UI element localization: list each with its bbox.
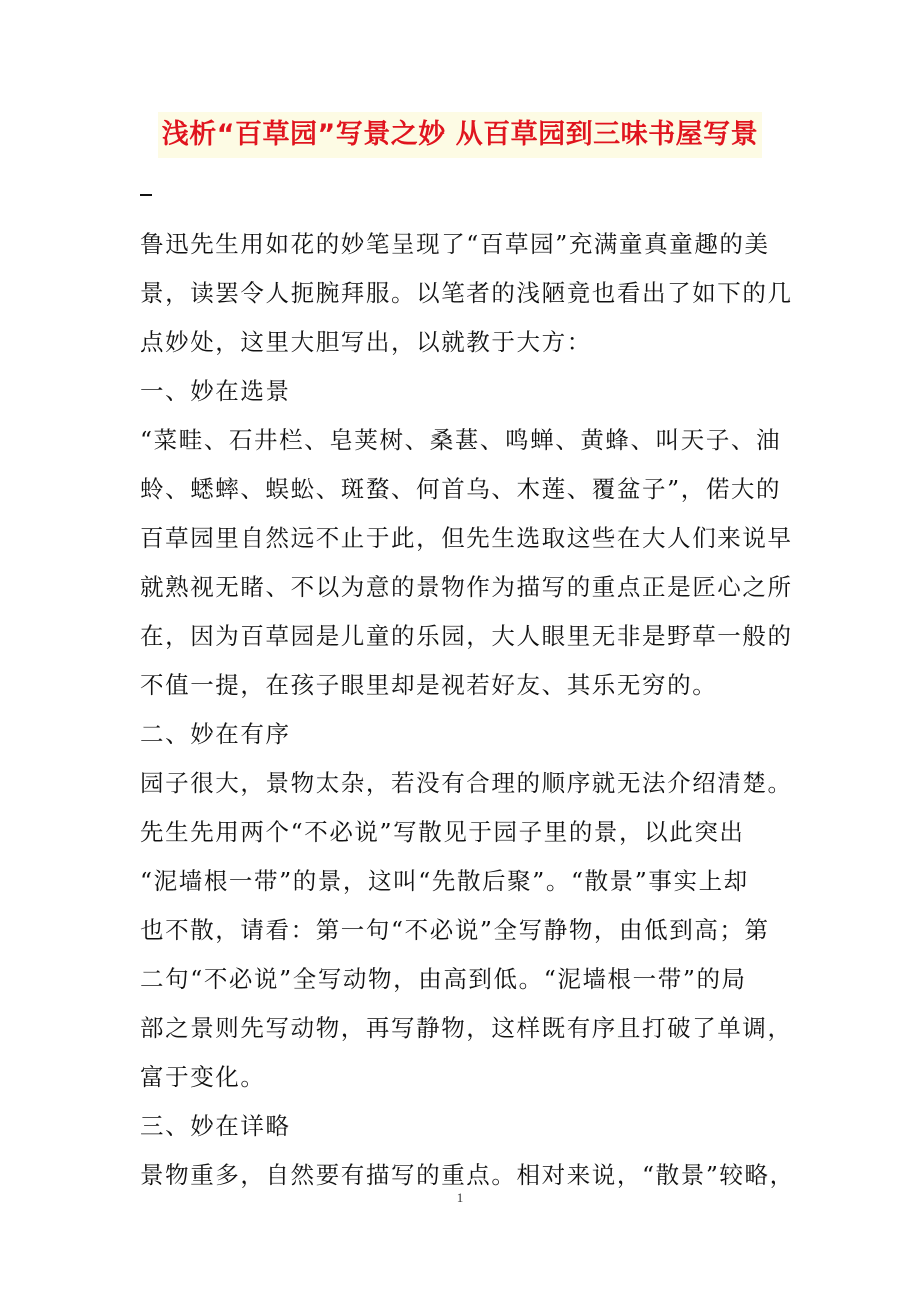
body-line: 富于变化。 bbox=[140, 1063, 266, 1091]
body-line: 不值一提，在孩子眼里却是视若好友、其乐无穷的。 bbox=[140, 671, 718, 699]
section-heading-2: 二、妙在有序 bbox=[140, 720, 291, 748]
body-line: 景物重多，自然要有描写的重点。相对来说，“散景”较略， bbox=[140, 1161, 795, 1189]
section-heading-1: 一、妙在选景 bbox=[140, 377, 291, 405]
title-block bbox=[0, 112, 920, 158]
body-line: 在，因为百草园是儿童的乐园，大人眼里无非是野草一般的 bbox=[140, 622, 793, 650]
body-line: 也不散，请看：第一句“不必说”全写静物，由低到高；第 bbox=[140, 916, 770, 944]
text-cursor-mark bbox=[140, 194, 152, 196]
body-line: 就熟视无睹、不以为意的景物作为描写的重点正是匠心之所 bbox=[140, 573, 793, 601]
body-line: 鲁迅先生用如花的妙笔呈现了“百草园”充满童真童趣的美 bbox=[140, 230, 770, 258]
body-line: 园子很大，景物太杂，若没有合理的顺序就无法介绍清楚。 bbox=[140, 769, 793, 797]
body-line: 二句“不必说”全写动物，由高到低。“泥墙根一带”的局 bbox=[140, 965, 747, 993]
body-line: “泥墙根一带”的景，这叫“先散后聚”。“散景”事实上却 bbox=[140, 867, 749, 895]
document-title: 浅析“百草园”写景之妙 从百草园到三味书屋写景 bbox=[158, 112, 762, 158]
page-number: 1 bbox=[456, 1190, 464, 1205]
body-line: 百草园里自然远不止于此，但先生选取这些在大人们来说早 bbox=[140, 524, 793, 552]
body-line: “菜畦、石井栏、皂荚树、桑葚、鸣蝉、黄蜂、叫天子、油 bbox=[140, 426, 782, 454]
body-line: 景，读罢令人扼腕拜服。以笔者的浅陋竟也看出了如下的几 bbox=[140, 279, 793, 307]
body-line: 部之景则先写动物，再写静物，这样既有序且打破了单调， bbox=[140, 1014, 793, 1042]
body-line: 蛉、蟋蟀、蜈蚣、斑蝥、何首乌、木莲、覆盆子”，偌大的 bbox=[140, 475, 782, 503]
section-heading-3: 三、妙在详略 bbox=[140, 1112, 291, 1140]
body-line: 点妙处，这里大胆写出，以就教于大方： bbox=[140, 328, 592, 356]
body-text bbox=[140, 220, 795, 1200]
body-line: 先生先用两个“不必说”写散见于园子里的景，以此突出 bbox=[140, 818, 745, 846]
